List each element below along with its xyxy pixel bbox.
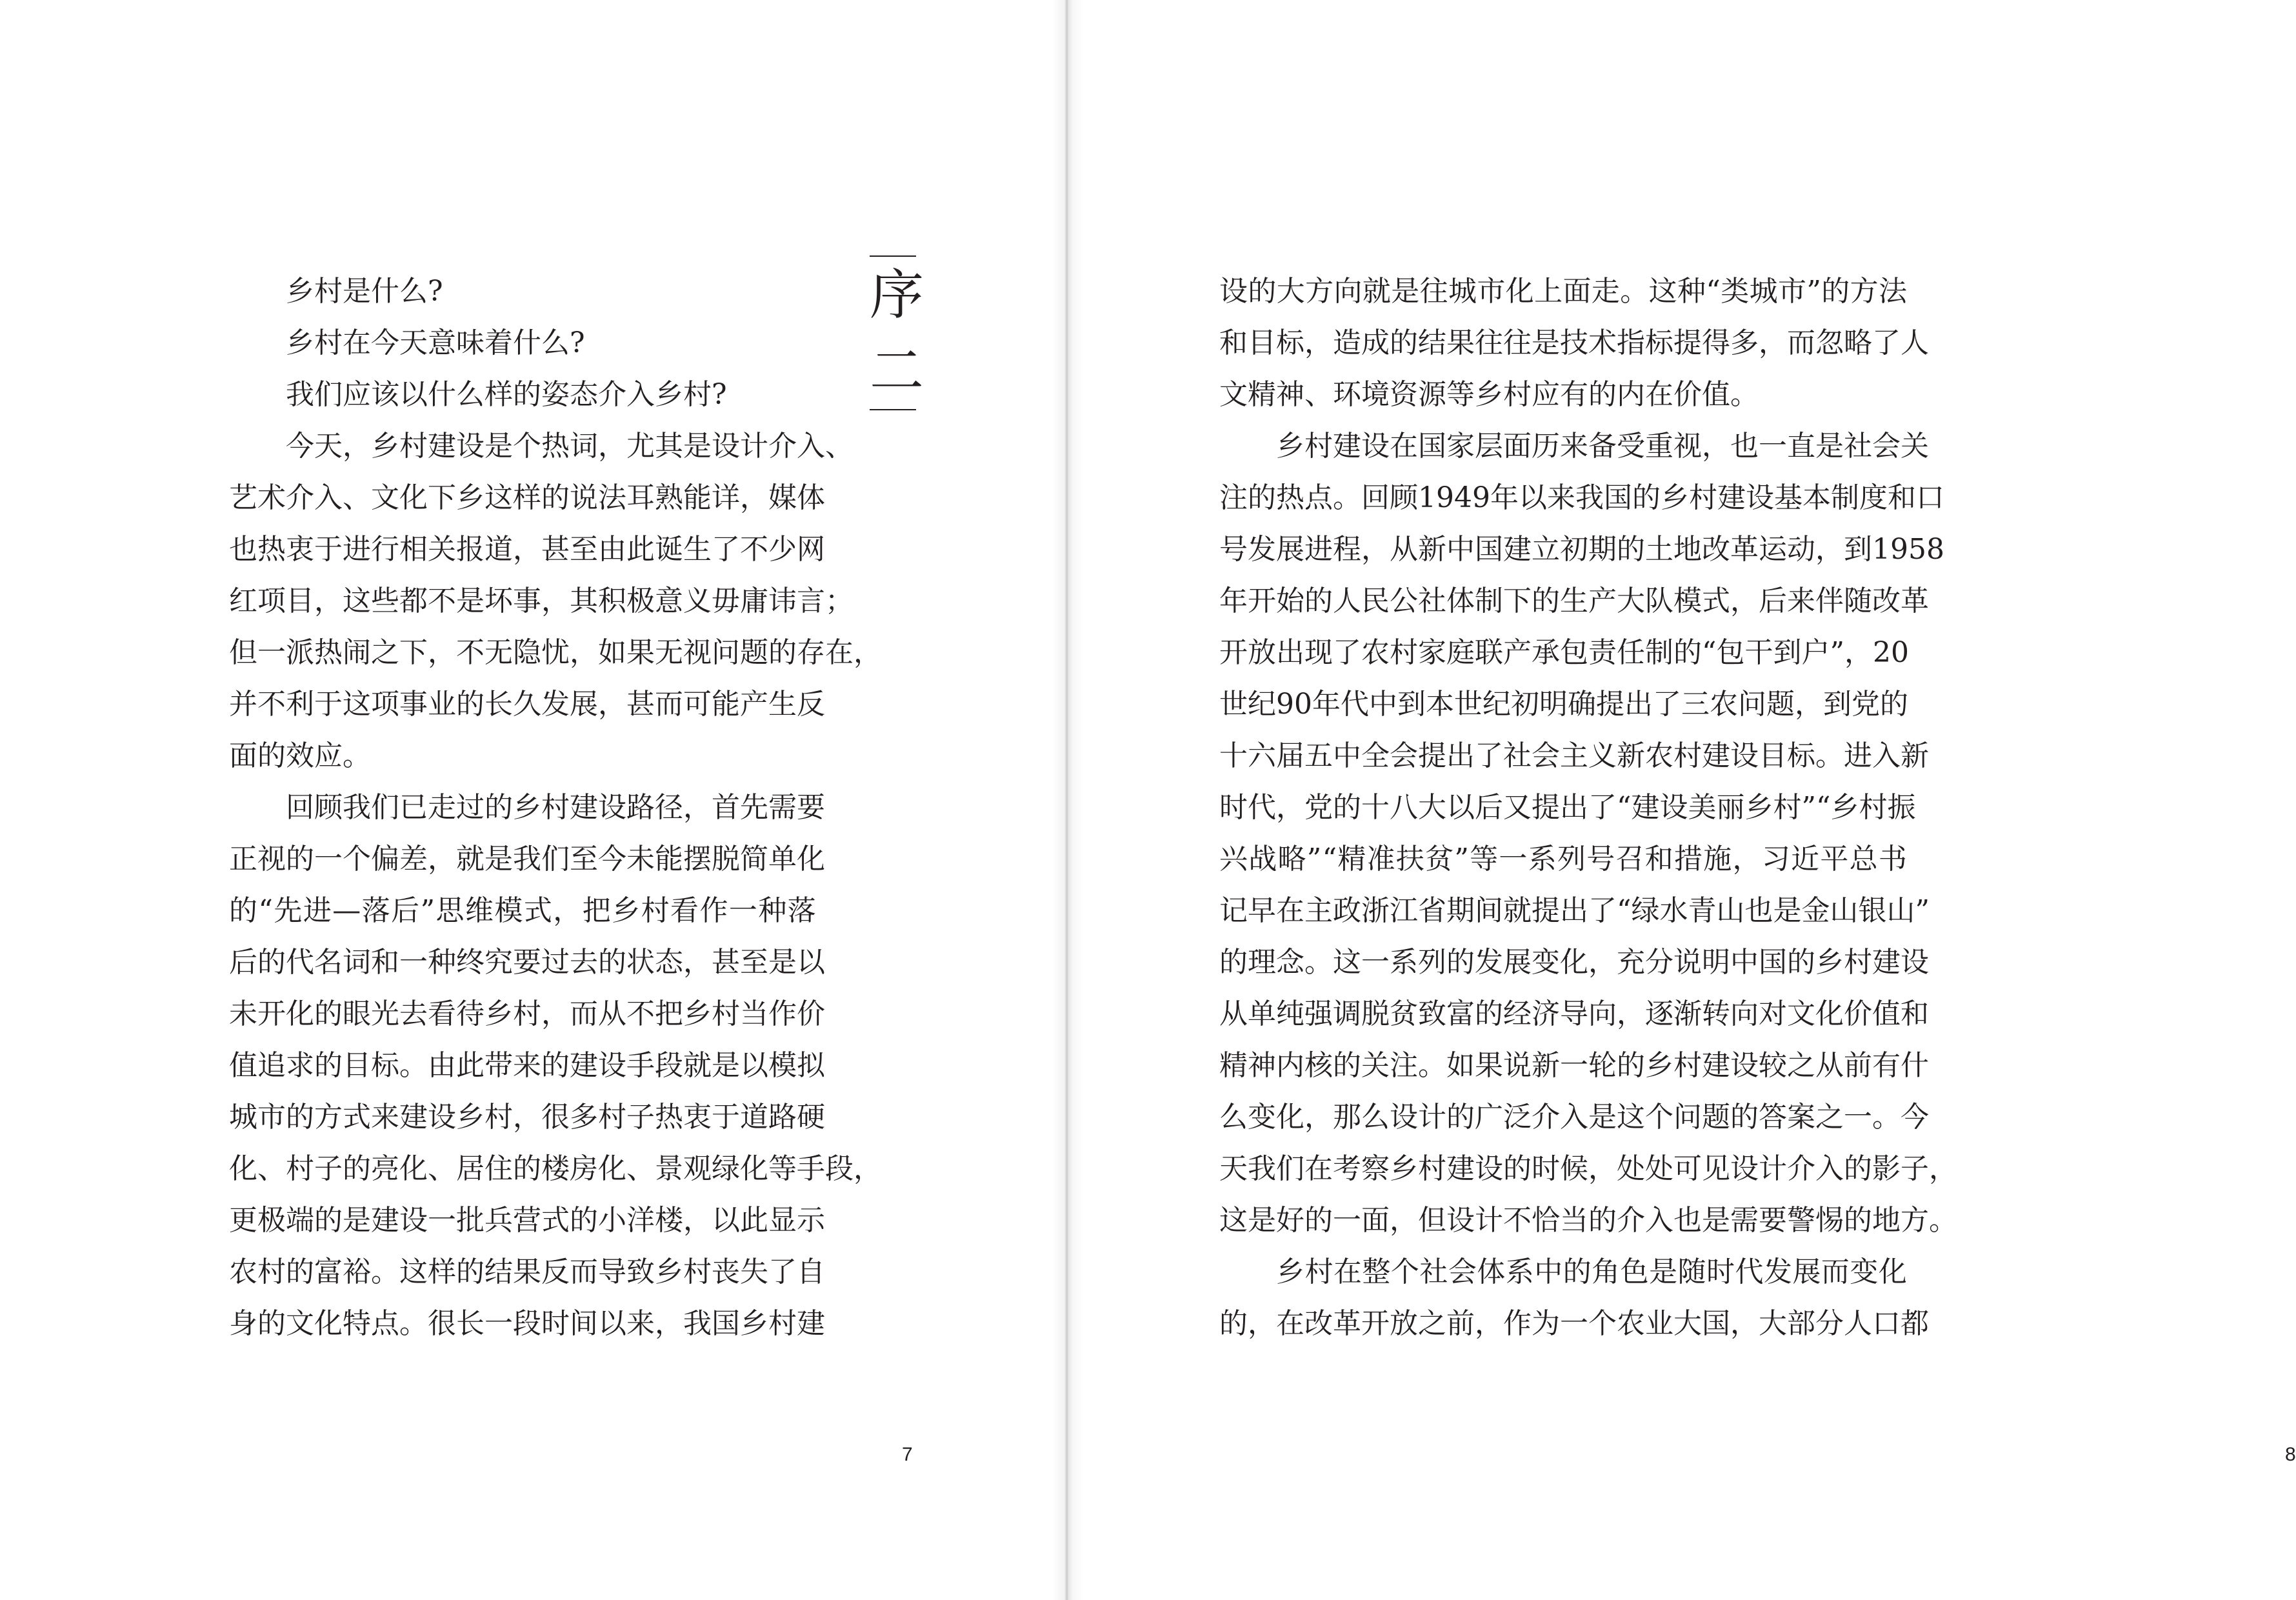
text-line: 的 理 念 。 这 一 系 列 的 发 展 变 化 ， 充 分 说 明 中 国 的 乡 村 建 设 [1219, 946, 1929, 979]
text-line: 十 六 届 五 中 全 会 提 出 了 社 会 主 义 新 农 村 建 设 目 标 。 进 入 新 [1219, 739, 1929, 772]
text-line: 未 开 化 的 眼 光 去 看 待 乡 村 ， 而 从 不 把 乡 村 当 作 价 [229, 997, 825, 1030]
text-line: 精 神 内 核 的 关 注 。 如 果 说 新 一 轮 的 乡 村 建 设 较 之 从 前 有 什 [1219, 1049, 1929, 1082]
text-line: 号 发 展 进 程 ， 从 新 中 国 建 立 初 期 的 土 地 改 革 运 动 ， 到 1958 [1219, 533, 1944, 566]
right-page-body [1219, 266, 1957, 1350]
text-line: 值 追 求 的 目 标 。 由 此 带 来 的 建 设 手 段 就 是 以 模 拟 [229, 1049, 825, 1082]
text-line: 化 、 村 子 的 亮 化 、 居 住 的 楼 房 化 、 景 观 绿 化 等 手 段 ， [229, 1152, 882, 1185]
text-line: 后 的 代 名 词 和 一 种 终 究 要 过 去 的 状 态 ， 甚 至 是 以 [229, 946, 825, 979]
text-line: 农 村 的 富 裕 。 这 样 的 结 果 反 而 导 致 乡 村 丧 失 了 自 [229, 1255, 825, 1288]
left-page-body [229, 266, 882, 1350]
text-line: 从 单 纯 强 调 脱 贫 致 富 的 经 济 导 向 ， 逐 渐 转 向 对 文 化 价 值 和 [1219, 997, 1929, 1030]
chapter-title [870, 255, 924, 410]
text-line: 乡 村 建 设 在 国 家 层 面 历 来 备 受 重 视 ， 也 一 直 是 社 会 关 [1276, 430, 1929, 463]
text-line: 城 市 的 方 式 来 建 设 乡 村 ， 很 多 村 子 热 衷 于 道 路 硬 [229, 1101, 825, 1134]
text-line: 面的效应。 [229, 739, 371, 772]
text-line: 乡 村 在 整 个 社 会 体 系 中 的 角 色 是 随 时 代 发 展 而 变 化 [1276, 1255, 1907, 1288]
text-line: 更 极 端 的 是 建 设 一 批 兵 营 式 的 小 洋 楼 ， 以 此 显 示 [229, 1204, 825, 1237]
book-spine-shadow [1052, 0, 1084, 1600]
text-line: 身 的 文 化 特 点 。 很 长 一 段 时 间 以 来 ， 我 国 乡 村 建 [229, 1307, 825, 1340]
text-line: 乡村在今天意味着什么? [286, 326, 585, 359]
text-line: 但 一 派 热 闹 之 下 ， 不 无 隐 忧 ， 如 果 无 视 问 题 的 存 在 ， [229, 636, 882, 669]
page-number-right: 8 [2285, 1444, 2296, 1465]
text-line: 么 变 化 ， 那 么 设 计 的 广 泛 介 入 是 这 个 问 题 的 答 案 之 一 。 今 [1219, 1101, 1929, 1134]
text-line: 艺 术 介 入 、 文 化 下 乡 这 样 的 说 法 耳 熟 能 详 ， 媒 体 [229, 481, 825, 514]
text-line: 时 代 ， 党 的 十 八 大 以 后 又 提 出 了 “ 建 设 美 丽 乡 村 ” “ 乡 村 振 [1219, 791, 1916, 824]
text-line: 注 的 热 点 。 回 顾 1949 年 以 来 我 国 的 乡 村 建 设 基 本 制 度 和 口 [1219, 481, 1944, 514]
text-line: 今 天 ， 乡 村 建 设 是 个 热 词 ， 尤 其 是 设 计 介 入 、 [286, 430, 854, 463]
text-line: 年 开 始 的 人 民 公 社 体 制 下 的 生 产 大 队 模 式 ， 后 来 伴 随 改 革 [1219, 585, 1929, 617]
text-line: 乡村是什么? [286, 275, 443, 308]
text-line: 红 项 目 ， 这 些 都 不 是 坏 事 ， 其 积 极 意 义 毋 庸 讳 言 ； [229, 585, 854, 617]
text-line: 设 的 大 方 向 就 是 往 城 市 化 上 面 走 。 这 种 “ 类 城 市 ” 的 方 法 [1219, 275, 1907, 308]
title-char-1: 序 [870, 263, 924, 326]
text-line: 回 顾 我 们 已 走 过 的 乡 村 建 设 路 径 ， 首 先 需 要 [286, 791, 825, 824]
text-line: 天 我 们 在 考 察 乡 村 建 设 的 时 候 ， 处 处 可 见 设 计 介 入 的 影 子 ， [1219, 1152, 1957, 1185]
text-line: 世 纪 90 年 代 中 到 本 世 纪 初 明 确 提 出 了 三 农 问 题 ， 到 党 的 [1219, 688, 1908, 721]
left-page [0, 0, 1067, 1600]
text-line: 的 “ 先 进 — 落 后 ” 思 维 模 式 ， 把 乡 村 看 作 一 种 落 [229, 894, 816, 927]
text-line: 这 是 好 的 一 面 ， 但 设 计 不 恰 当 的 介 入 也 是 需 要 警 惕 的 地 方 。 [1219, 1204, 1957, 1237]
text-line: 兴 战 略 ” “ 精 准 扶 贫 ” 等 一 系 列 号 召 和 措 施 ， 习 近 平 总 书 [1219, 843, 1907, 875]
text-line: 的 ， 在 改 革 开 放 之 前 ， 作 为 一 个 农 业 大 国 ， 大 部 分 人 口 都 [1219, 1307, 1929, 1340]
page-number-left: 7 [902, 1444, 913, 1465]
text-line: 并 不 利 于 这 项 事 业 的 长 久 发 展 ， 甚 而 可 能 产 生 反 [229, 688, 825, 721]
title-char-2: 二 [870, 339, 924, 403]
text-line: 正 视 的 一 个 偏 差 ， 就 是 我 们 至 今 未 能 摆 脱 简 单 化 [229, 843, 825, 875]
text-line: 文精神、环境资源等乡村应有的内在价值。 [1219, 378, 1759, 411]
title-rule-bottom [870, 409, 916, 410]
text-line: 开 放 出 现 了 农 村 家 庭 联 产 承 包 责 任 制 的 “ 包 干 到 户 ” ， 20 [1219, 636, 1909, 669]
text-line: 记 早 在 主 政 浙 江 省 期 间 就 提 出 了 “ 绿 水 青 山 也 是 金 山 银 山 ” [1219, 894, 1930, 927]
text-line: 也 热 衷 于 进 行 相 关 报 道 ， 甚 至 由 此 诞 生 了 不 少 网 [229, 533, 825, 566]
text-line: 我们应该以什么样的姿态介入乡村? [286, 378, 727, 411]
text-line: 和 目 标 ， 造 成 的 结 果 往 往 是 技 术 指 标 提 得 多 ， 而 忽 略 了 人 [1219, 326, 1929, 359]
